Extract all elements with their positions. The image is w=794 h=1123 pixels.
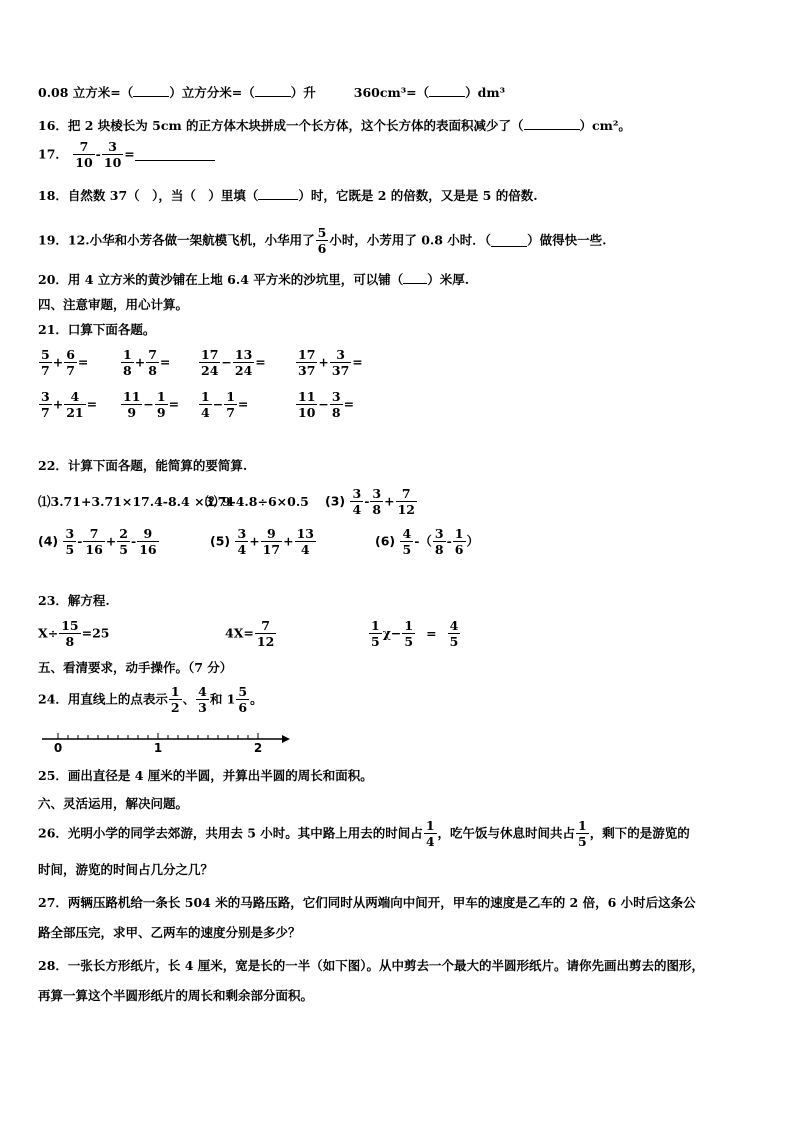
q25-text: 25．画出直径是 4 厘米的半圆，并算出半圆的周长和面积。 [38, 768, 373, 783]
q19-blank[interactable] [491, 234, 527, 247]
q22-part-3: (3) $\frac{3}{4}$ - $\frac{3}{8}$ + $\frac{7}{12}$ [325, 486, 415, 517]
q19-text-c: ）做得快一些. [527, 232, 607, 248]
q19-text-a: 19．12.小华和小芳各做一架航模飞机，小华用了 [38, 232, 315, 248]
section-4-heading: 四、注意审题，用心计算。 [38, 297, 189, 312]
q17-label: 17． [38, 146, 68, 162]
q22-part-5: (5) $\frac{3}{4}$ + $\frac{9}{17}$ + $\frac{13}{4}$ [210, 526, 314, 557]
q21-expression: $\frac{1}{8}$ + $\frac{7}{8}$ = [123, 347, 171, 378]
q15-text-b: ）立方分米=（ [169, 85, 255, 100]
q24-line: 24．用直线上的点表示 $\frac{1}{2}$ 、 $\frac{4}{3}$ 和 1 $\frac{5}{6}$ 。 [38, 684, 263, 715]
section-5-heading: 五、看清要求，动手操作。（7 分） [38, 660, 233, 675]
q16-line [38, 117, 631, 134]
number-line-ticks [58, 733, 258, 739]
number-line-arrow [282, 735, 290, 743]
q27-line-1: 27．两辆压路机给一条长 504 米的马路压路，它们同时从两端向中间开，甲车的速度是乙车的 2 倍，6 小时后这条公 [38, 895, 696, 910]
q23-equation-3: $\frac{1}{5}$ χ− $\frac{1}{5}$ = $\frac{4}{5}$ [371, 618, 459, 649]
q26-line-1: 26．光明小学的同学去郊游，共用去 5 小时。其中路上用去的时间占 $\frac{1}{4}$ ，吃午饭与休息时间共占 $\frac{1}{5}$ ，剩下的是游览的 [38, 818, 690, 849]
q22-part-6: (6) $\frac{4}{5}$ -（ $\frac{3}{8}$ - $\frac{1}{6}$ ） [375, 526, 480, 557]
q21-expression: $\frac{5}{7}$ + $\frac{6}{7}$ = [41, 347, 89, 378]
q18-tail: ）时，它既是 2 的倍数，又是是 5 的倍数. [298, 188, 538, 203]
q16-blank[interactable] [524, 117, 580, 130]
q21-expression: $\frac{17}{37}$ + $\frac{3}{37}$ = [298, 347, 363, 378]
q27-line-2: 路全部压完，求甲、乙两车的速度分别是多少？ [38, 925, 301, 940]
q15-blank-3[interactable] [429, 84, 465, 97]
q17-fraction-1: $\frac{7}{10}$ [75, 139, 93, 170]
q21-label: 21．口算下面各题。 [38, 322, 156, 337]
q19-line [38, 225, 606, 256]
q19-fraction: $\frac{5}{6}$ [317, 225, 327, 256]
q18-blank[interactable] [258, 187, 298, 200]
q21-expression: $\frac{3}{7}$ + $\frac{4}{21}$ = [41, 389, 98, 420]
q19-text-b: 小时，小芳用了 0.8 小时．（ [329, 232, 492, 248]
q15-text-c: ）升 [290, 85, 316, 100]
q15-line [38, 84, 505, 101]
q17-fraction-2: $\frac{3}{10}$ [103, 139, 122, 170]
q21-expression: $\frac{17}{24}$ − $\frac{13}{24}$ = [201, 347, 266, 378]
q22-label: 22．计算下面各题，能简算的要简算. [38, 458, 248, 473]
q20-text-b: ）米厚. [427, 272, 470, 287]
q15-blank-2[interactable] [255, 84, 291, 97]
section-6-heading: 六、灵活运用，解决问题。 [38, 796, 189, 811]
q28-line-2: 再算一算这个半圆形纸片的周长和剩余部分面积。 [38, 988, 314, 1003]
q22-part-1: ⑴3.71+3.71×17.4-8.4 ×3.71 [38, 494, 235, 509]
q20-blank[interactable] [403, 271, 427, 284]
q17-line [38, 139, 215, 170]
q28-line-1: 28．一张长方形纸片，长 4 厘米，宽是长的一半（如下图）。从中剪去一个最大的半圆形纸片。请你先画出剪去的图形， [38, 958, 705, 973]
q21-expression: $\frac{11}{9}$ − $\frac{1}{9}$ = [123, 389, 180, 420]
q22-part-4: (4) $\frac{3}{5}$ - $\frac{7}{16}$ + $\frac{2}{5}$ - $\frac{9}{16}$ [38, 526, 157, 557]
number-line-label-0: 0 [53, 741, 63, 755]
number-line-label-1: 1 [153, 741, 163, 755]
q15-text-d: 360cm³=（ [353, 85, 430, 100]
q16-text-a: 16．把 2 块棱长为 5cm 的正方体木块拼成一个长方体，这个长方体的表面积减少了（ [38, 118, 524, 133]
q21-expression: $\frac{1}{4}$ − $\frac{1}{7}$ = [201, 389, 249, 420]
number-line-label-2: 2 [253, 741, 263, 755]
number-line[interactable] [38, 730, 298, 756]
q15-text-e: ）dm³ [465, 85, 506, 100]
q18-text: 18．自然数 37（ ），当（ ）里填（ [38, 188, 259, 203]
q20-line [38, 271, 469, 288]
q18-line [38, 187, 538, 204]
q17-op: - [95, 146, 101, 162]
q17-eq: = [124, 146, 135, 162]
q26-line-2: 时间，游览的时间占几分之几？ [38, 862, 214, 877]
q20-text-a: 20．用 4 立方米的黄沙铺在上地 6.4 平方米的沙坑里，可以铺（ [38, 272, 404, 287]
q22-part-2: ⑵ 9-4.8÷6×0.5 [205, 494, 309, 509]
q16-text-b: ）cm²。 [579, 118, 631, 133]
q17-answer-blank[interactable] [135, 148, 215, 161]
q21-expression: $\frac{11}{10}$ − $\frac{3}{8}$ = [298, 389, 355, 420]
q23-equation-2: 4X= $\frac{7}{12}$ [225, 618, 275, 649]
q23-equation-1: X÷ $\frac{15}{8}$ =25 [38, 618, 110, 649]
q23-label: 23．解方程. [38, 593, 110, 608]
q15-text-a: 0.08 立方米=（ [38, 85, 134, 100]
q15-blank-1[interactable] [133, 84, 169, 97]
